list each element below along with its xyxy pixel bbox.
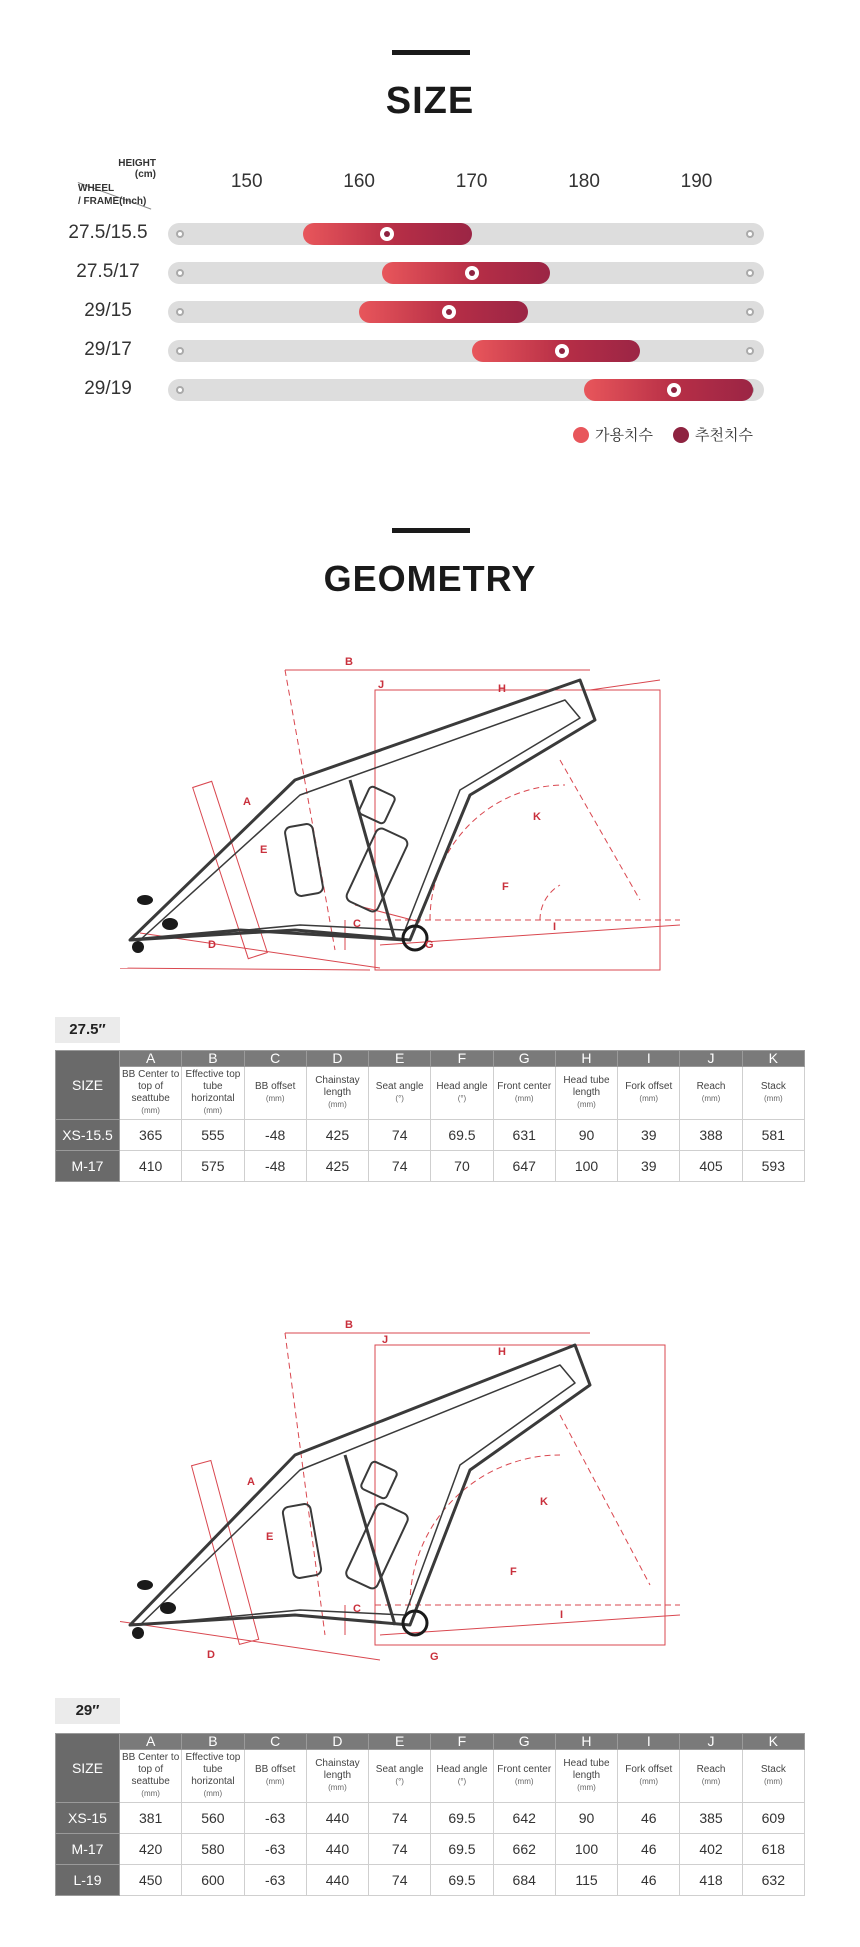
table-cell: 385: [680, 1803, 742, 1834]
geometry-table-29: [55, 1733, 805, 1896]
height-tick: 160: [343, 171, 375, 192]
column-name-text: Reach: [696, 1081, 726, 1092]
column-letter: C: [244, 1051, 306, 1067]
dim-label-f: F: [502, 881, 509, 893]
size-row-label: 27.5/17: [76, 261, 140, 282]
column-unit: (mm): [639, 1777, 659, 1786]
column-name-text: Head angle: [436, 1764, 488, 1775]
table-cell: 388: [680, 1120, 742, 1151]
dim-label-j: J: [382, 1334, 389, 1346]
column-unit: (°): [395, 1094, 404, 1103]
legend-recommended: [673, 424, 753, 445]
column-letter: G: [493, 1734, 555, 1750]
column-name-text: Stack: [760, 1764, 786, 1775]
dim-label-k: K: [533, 811, 541, 823]
table-cell: 46: [618, 1803, 680, 1834]
dim-label-a: A: [247, 1476, 255, 1488]
column-name: [244, 1067, 306, 1120]
table-cell: 39: [618, 1120, 680, 1151]
table-cell: 440: [306, 1803, 368, 1834]
column-name-text: Seat angle: [375, 1764, 424, 1775]
column-letter: B: [182, 1734, 244, 1750]
table-cell: 642: [493, 1803, 555, 1834]
recommended-marker: [465, 266, 479, 280]
table-row: [56, 1120, 805, 1151]
table-cell: 593: [742, 1151, 804, 1182]
track-start-dot: [176, 269, 184, 277]
table-cell: 46: [618, 1834, 680, 1865]
column-name: [618, 1750, 680, 1803]
column-unit: (mm): [328, 1100, 347, 1109]
table-row: [56, 1865, 805, 1896]
column-name: [680, 1750, 742, 1803]
column-name: [493, 1750, 555, 1803]
table-cell: 365: [120, 1120, 182, 1151]
column-name: [369, 1750, 431, 1803]
height-tick: 150: [230, 171, 263, 192]
table-cell: 662: [493, 1834, 555, 1865]
column-letter: A: [120, 1051, 182, 1067]
table-cell: -48: [244, 1120, 306, 1151]
column-name-text: Effective top tube horizontal: [185, 1069, 241, 1104]
legend-recommended-label: 추천치수: [695, 427, 753, 444]
column-unit: (mm): [265, 1094, 285, 1103]
column-unit: (°): [395, 1777, 404, 1786]
dim-label-i: I: [553, 921, 557, 933]
table-cell: 69.5: [431, 1834, 493, 1865]
column-unit: (mm): [141, 1789, 160, 1798]
column-name-text: Stack: [760, 1081, 786, 1092]
table-cell: 555: [182, 1120, 244, 1151]
column-letter: D: [306, 1051, 368, 1067]
height-tick: 190: [680, 171, 713, 192]
column-name-text: Front center: [497, 1764, 552, 1775]
table-cell: 70: [431, 1151, 493, 1182]
column-unit: (mm): [514, 1094, 534, 1103]
table-cell: -63: [244, 1865, 306, 1896]
column-unit: (mm): [639, 1094, 659, 1103]
table-cell: 100: [555, 1151, 617, 1182]
height-tick: 170: [455, 171, 488, 192]
column-name-text: BB offset: [254, 1764, 296, 1775]
table-cell: 618: [742, 1834, 804, 1865]
column-name: [555, 1750, 617, 1803]
table-cell: 46: [618, 1865, 680, 1896]
column-name: [680, 1067, 742, 1120]
size-column-header: SIZE: [56, 1734, 120, 1803]
row-size-label: XS-15: [56, 1803, 120, 1834]
column-letter: F: [431, 1051, 493, 1067]
dim-label-f: F: [510, 1566, 517, 1578]
dim-label-g: G: [425, 939, 434, 951]
column-name-text: Seat angle: [375, 1081, 424, 1092]
table-cell: 74: [369, 1151, 431, 1182]
size-column-header: SIZE: [56, 1051, 120, 1120]
table-cell: 647: [493, 1151, 555, 1182]
column-name: [306, 1067, 368, 1120]
column-letter: H: [555, 1734, 617, 1750]
column-letter: H: [555, 1051, 617, 1067]
column-letter: C: [244, 1734, 306, 1750]
dim-label-b: B: [345, 656, 353, 668]
column-unit: (mm): [701, 1777, 721, 1786]
row-size-label: M-17: [56, 1834, 120, 1865]
legend-available: [573, 424, 653, 445]
column-name-text: Reach: [696, 1764, 726, 1775]
legend-available-label: 가용치수: [595, 427, 653, 444]
column-unit: (mm): [764, 1777, 783, 1786]
track-start-dot: [176, 230, 184, 238]
column-name: [431, 1067, 493, 1120]
table-cell: 575: [182, 1151, 244, 1182]
dim-label-e: E: [260, 844, 268, 856]
column-letter: E: [369, 1734, 431, 1750]
column-letter: D: [306, 1734, 368, 1750]
column-name-text: Fork offset: [625, 1081, 673, 1092]
column-name: [182, 1750, 244, 1803]
column-letter: G: [493, 1051, 555, 1067]
column-name-text: BB Center to top of seattube: [122, 1752, 180, 1787]
column-name-text: Head tube length: [563, 1075, 610, 1098]
table-row: [56, 1151, 805, 1182]
table-cell: 402: [680, 1834, 742, 1865]
table-cell: 405: [680, 1151, 742, 1182]
column-letter: A: [120, 1734, 182, 1750]
column-name: [555, 1067, 617, 1120]
column-name-text: Head tube length: [563, 1758, 610, 1781]
column-name: [742, 1750, 804, 1803]
column-name-text: Chainstay length: [315, 1758, 360, 1781]
column-name: [306, 1750, 368, 1803]
table-cell: 69.5: [431, 1865, 493, 1896]
column-unit: (°): [457, 1094, 467, 1103]
wheel-frame-label: WHEEL / FRAME(Inch): [78, 183, 147, 207]
column-letter: K: [742, 1051, 804, 1067]
geometry-diagram-29: [120, 1315, 720, 1685]
column-unit: (mm): [328, 1783, 347, 1792]
column-name: [120, 1067, 182, 1120]
column-unit: (mm): [203, 1789, 223, 1798]
column-unit: (°): [457, 1777, 467, 1786]
table-cell: 600: [182, 1865, 244, 1896]
size-row-label: 29/19: [84, 378, 132, 399]
column-letter: J: [680, 1734, 742, 1750]
dim-label-i: I: [560, 1609, 564, 1621]
column-name-text: Effective top tube horizontal: [185, 1752, 241, 1787]
table-cell: 440: [306, 1865, 368, 1896]
column-name-text: Fork offset: [625, 1764, 673, 1775]
column-unit: (mm): [514, 1777, 534, 1786]
table-cell: -63: [244, 1834, 306, 1865]
table-cell: 581: [742, 1120, 804, 1151]
column-name: [618, 1067, 680, 1120]
size-row-label: 29/15: [84, 300, 132, 321]
table-cell: 425: [306, 1151, 368, 1182]
column-name: [431, 1750, 493, 1803]
column-name: [120, 1750, 182, 1803]
column-name: [369, 1067, 431, 1120]
table-cell: 631: [493, 1120, 555, 1151]
size-row-track: [168, 340, 764, 362]
table-cell: -63: [244, 1803, 306, 1834]
column-name: [182, 1067, 244, 1120]
legend-available-dot: [573, 427, 589, 443]
column-letter: E: [369, 1051, 431, 1067]
column-letter: I: [618, 1051, 680, 1067]
size-row-track: [168, 223, 764, 245]
wheel-size-tag-29: 29″: [55, 1698, 120, 1724]
column-name-text: Front center: [497, 1081, 552, 1092]
dim-label-g: G: [430, 1651, 439, 1663]
size-row-label: 29/17: [84, 339, 132, 360]
geometry-table-27-5: [55, 1050, 805, 1182]
size-row-track: [168, 301, 764, 323]
track-end-dot: [746, 347, 754, 355]
column-name: [742, 1067, 804, 1120]
table-cell: 410: [120, 1151, 182, 1182]
table-cell: 69.5: [431, 1120, 493, 1151]
column-unit: (mm): [577, 1100, 596, 1109]
column-unit: (mm): [141, 1106, 160, 1115]
column-name-text: BB offset: [254, 1081, 296, 1092]
table-cell: 684: [493, 1865, 555, 1896]
recommended-marker: [555, 344, 569, 358]
table-cell: 609: [742, 1803, 804, 1834]
row-size-label: L-19: [56, 1865, 120, 1896]
column-name-text: Chainstay length: [315, 1075, 360, 1098]
column-name: [244, 1750, 306, 1803]
size-chart-corner: [78, 158, 188, 210]
dim-label-e: E: [266, 1531, 274, 1543]
table-cell: 450: [120, 1865, 182, 1896]
wheel-size-tag-27-5: 27.5″: [55, 1017, 120, 1043]
column-letter: J: [680, 1051, 742, 1067]
dim-label-k: K: [540, 1496, 548, 1508]
dim-label-c: C: [353, 1603, 361, 1615]
track-end-dot: [746, 269, 754, 277]
dim-label-d: D: [207, 1649, 215, 1661]
column-unit: (mm): [265, 1777, 285, 1786]
dim-label-a: A: [243, 796, 251, 808]
table-cell: 90: [555, 1120, 617, 1151]
column-unit: (mm): [764, 1094, 783, 1103]
column-unit: (mm): [577, 1783, 596, 1792]
table-cell: 632: [742, 1865, 804, 1896]
size-title: SIZE: [385, 80, 475, 122]
table-cell: 74: [369, 1803, 431, 1834]
row-size-label: XS-15.5: [56, 1120, 120, 1151]
height-label: HEIGHT (cm): [118, 158, 156, 180]
dim-label-j: J: [378, 679, 385, 691]
dim-label-b: B: [345, 1319, 353, 1331]
track-end-dot: [746, 308, 754, 316]
column-name: [493, 1067, 555, 1120]
geometry-title: GEOMETRY: [323, 558, 537, 599]
track-start-dot: [176, 347, 184, 355]
table-cell: 418: [680, 1865, 742, 1896]
table-cell: 74: [369, 1120, 431, 1151]
column-letter: I: [618, 1734, 680, 1750]
column-letter: B: [182, 1051, 244, 1067]
recommended-marker: [667, 383, 681, 397]
table-cell: 425: [306, 1120, 368, 1151]
column-name-text: BB Center to top of seattube: [122, 1069, 180, 1104]
table-cell: 580: [182, 1834, 244, 1865]
table-cell: 74: [369, 1865, 431, 1896]
table-cell: 74: [369, 1834, 431, 1865]
height-tick: 180: [568, 171, 600, 192]
table-cell: 39: [618, 1151, 680, 1182]
table-cell: 69.5: [431, 1803, 493, 1834]
size-row-track: [168, 262, 764, 284]
column-unit: (mm): [203, 1106, 223, 1115]
track-start-dot: [176, 386, 184, 394]
dim-label-c: C: [353, 918, 361, 930]
table-cell: 115: [555, 1865, 617, 1896]
table-cell: 440: [306, 1834, 368, 1865]
table-cell: 90: [555, 1803, 617, 1834]
table-cell: 381: [120, 1803, 182, 1834]
size-section-bar: [392, 50, 470, 55]
track-end-dot: [746, 230, 754, 238]
dim-label-h: H: [498, 683, 506, 695]
geometry-section-bar: [392, 528, 470, 533]
track-start-dot: [176, 308, 184, 316]
table-cell: 560: [182, 1803, 244, 1834]
row-size-label: M-17: [56, 1151, 120, 1182]
column-letter: F: [431, 1734, 493, 1750]
column-name-text: Head angle: [436, 1081, 488, 1092]
table-row: [56, 1803, 805, 1834]
dim-label-d: D: [208, 939, 216, 951]
table-cell: -48: [244, 1151, 306, 1182]
geometry-diagram-27-5: [120, 650, 720, 1010]
column-letter: K: [742, 1734, 804, 1750]
size-row-label: 27.5/15.5: [68, 222, 148, 243]
size-row-track: [168, 379, 764, 401]
table-cell: 420: [120, 1834, 182, 1865]
table-cell: 100: [555, 1834, 617, 1865]
dim-label-h: H: [498, 1346, 506, 1358]
legend-recommended-dot: [673, 427, 689, 443]
column-unit: (mm): [701, 1094, 721, 1103]
table-row: [56, 1834, 805, 1865]
